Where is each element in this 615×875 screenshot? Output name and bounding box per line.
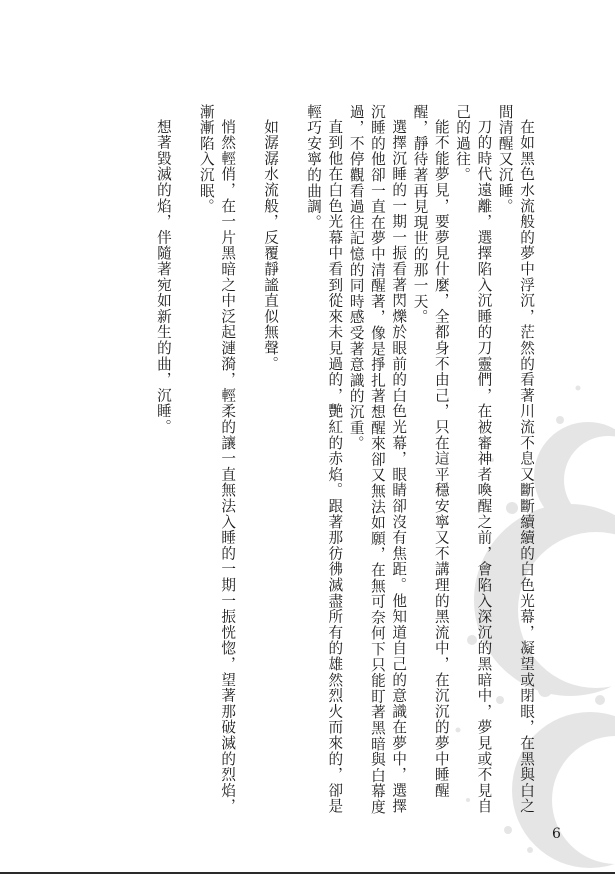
page-number: 6 [552, 826, 561, 842]
blank-line [174, 104, 196, 824]
paragraph: 能不能夢見，要夢見什麼，全都身不由己，只在這平穩安寧又不講理的黑流中，在沉沉的夢中睡醒醒，靜待著再見現世的那一天。 [411, 104, 450, 798]
paragraph: 刀的時代遠離，選擇陷入沉睡的刀靈們，在被審神者喚醒之前，會陷入深沉的黑暗中，夢見或不見自己的過往。 [454, 104, 493, 814]
paragraph: 在如黑色水流般的夢中浮沉，茫然的看著川流不息又斷斷續續的白色光幕，凝望或閉眼，在黑與白之間清醒又沉睡。 [496, 104, 535, 814]
paragraph: 直到他在白色光幕中看到從來未見過的，艷紅的赤焰。跟著那彷彿滅盡所有的雄然烈火而來的，卻是輕巧安寧的曲調。 [305, 104, 344, 814]
bottom-rule [0, 872, 615, 874]
vertical-text-body [153, 104, 537, 824]
paragraph: 如潺潺水流般，反覆靜謐直似無聲。 [262, 118, 280, 372]
blank-line [281, 104, 303, 824]
paragraph: 悄然輕俏，在一片黑暗之中泛起漣漪，輕柔的讓一直無法入睡的一期一振恍惚，望著那破滅的烈焰，漸漸陷入沉眠。 [197, 104, 237, 814]
paragraph: 選擇沉睡的一期一振看著閃爍於眼前的白色光幕，眼睛卻沒有焦距。他知道自己的意識在夢中，選擇沉睡的他卻一直在夢中清醒著，像是掙扎著想醒來卻又無法如願，在無可奈何下只能盯著黑暗與白幕度過，不停觀看過往記憶的同時感受著意識的沉重。 [347, 104, 408, 815]
paragraph: 想著毀滅的焰，伴隨著宛如新生的曲，沉睡。 [154, 118, 172, 435]
blank-line [238, 104, 260, 824]
